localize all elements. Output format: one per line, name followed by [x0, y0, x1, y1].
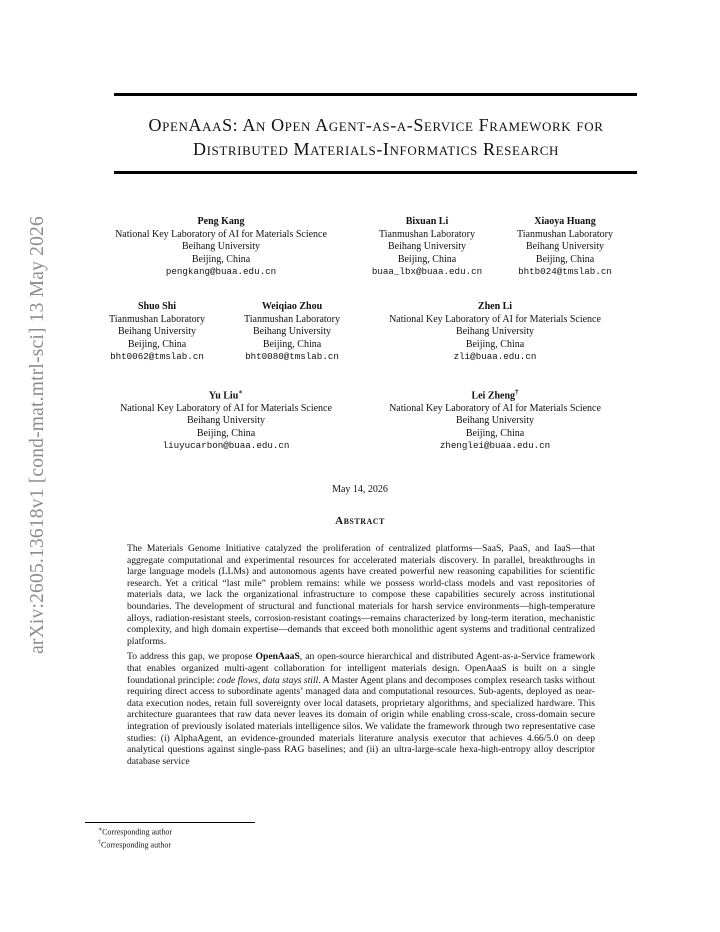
author-location: Beijing, China	[191, 253, 251, 265]
author-block	[366, 301, 624, 364]
author-block	[500, 216, 630, 279]
framework-name: OpenAaaS	[255, 651, 300, 663]
title-top-rule	[114, 93, 637, 96]
author-name: Bixuan Li	[405, 216, 449, 227]
author-name: Yu Liu	[208, 390, 239, 402]
abstract-text: , an open-source hierarchical and distributed Agent-as-a-Service framework that enables organized multi-agent collaboration for intelligent materials design. OpenAaaS is built on a single foundational principle:	[127, 651, 595, 686]
abstract-text: . A Master Agent plans and decomposes complex research tasks without requiring direct access to subordinate agents’ managed data and computational resources. Sub-agents, deployed as near-data execution nodes, retain full sovereignty over local datasets, proprietary algorithms, and specialized hardware. This architecture guarantees that raw data never leaves its domain of origin while enabling cross-scale, cross-domain secure integration of previously isolated materials intelligence silos. We validate the framework through two representative case studies: (i) AlphaAgent, an evidence-grounded materials literature analysis executor that achieves 4.66/5.0 on deep analytical questions against single-pass RAG baselines; and (ii) an ultra-large-scale hexa-high-entropy alloy descriptor database service	[127, 674, 595, 767]
paper-title	[100, 113, 652, 161]
author-block	[97, 386, 355, 453]
author-affiliation: Tianmushan Laboratory	[516, 228, 613, 240]
author-affiliation: National Key Laboratory of AI for Materials Science	[389, 313, 601, 325]
author-location: Beijing, China	[262, 338, 322, 350]
title-line-2: Distributed Materials-Informatics Research	[193, 139, 559, 159]
author-location: Beijing, China	[535, 253, 595, 265]
author-university: Beihang University	[387, 241, 467, 252]
author-email[interactable]: liuyucarbon@buaa.edu.cn	[162, 440, 290, 452]
author-location: Beijing, China	[397, 253, 457, 265]
footnote-mark: ∗	[98, 827, 103, 833]
author-email[interactable]: zli@buaa.edu.cn	[453, 351, 537, 362]
author-email[interactable]: pengkang@buaa.edu.cn	[165, 266, 277, 277]
author-location: Beijing, China	[465, 338, 525, 350]
title-line-1: OpenAaaS: An Open Agent-as-a-Service Framework for	[148, 115, 604, 135]
author-name: Xiaoya Huang	[534, 216, 596, 227]
corresponding-mark: ∗	[238, 388, 244, 396]
footnotes	[98, 825, 172, 850]
author-email[interactable]: zhenglei@buaa.edu.cn	[439, 440, 551, 452]
abstract-paragraph-2	[127, 651, 595, 767]
author-email[interactable]: buaa_lbx@buaa.edu.cn	[371, 266, 483, 277]
footnote	[98, 838, 172, 851]
author-name-line	[366, 386, 624, 403]
author-affiliation: Tianmushan Laboratory	[108, 313, 205, 325]
footnote-text: Corresponding author	[101, 840, 171, 850]
footnote-text: Corresponding author	[102, 827, 173, 837]
title-bottom-rule	[114, 171, 637, 174]
author-university: Beihang University	[252, 326, 332, 337]
author-affiliation: Tianmushan Laboratory	[378, 228, 475, 240]
author-university: Beihang University	[117, 326, 197, 337]
author-name: Weiqiao Zhou	[261, 301, 323, 312]
footnote-rule	[85, 822, 255, 823]
principle-phrase: code flows, data stays still	[217, 674, 319, 686]
author-affiliation: National Key Laboratory of AI for Materials Science	[120, 402, 332, 414]
author-name: Lei Zheng	[471, 390, 516, 402]
author-email[interactable]: bht0062@tmslab.cn	[110, 351, 204, 362]
author-location: Beijing, China	[465, 427, 525, 439]
arxiv-stamp-text: arXiv:2605.13618v1 [cond-mat.mtrl-sci] 13 May 2026	[27, 216, 48, 654]
author-block	[230, 301, 354, 364]
author-affiliation: National Key Laboratory of AI for Materials Science	[389, 402, 601, 414]
author-email[interactable]: bht0080@tmslab.cn	[245, 351, 339, 362]
publication-date: May 14, 2026	[332, 484, 388, 495]
author-location: Beijing, China	[127, 338, 187, 350]
author-university: Beihang University	[181, 241, 261, 252]
abstract-heading: Abstract	[335, 515, 385, 527]
author-location: Beijing, China	[196, 427, 256, 439]
abstract-text: To address this gap, we propose	[127, 651, 256, 663]
author-affiliation: Tianmushan Laboratory	[243, 313, 340, 325]
author-name: Peng Kang	[197, 216, 245, 227]
footnote-mark: †	[98, 839, 101, 846]
footnote	[98, 825, 172, 838]
author-block	[366, 386, 624, 453]
abstract-paragraph-1: The Materials Genome Initiative catalyzed the proliferation of centralized platforms—SaaS, PaaS, and IaaS—that aggregate computational and experimental resources for accelerated materials discovery. In parallel, breakthroughs in large language models (LLMs) and autonomous agents have created powerful new reasoning capabilities for scientific research. Yet a critical “last mile” problem remains: while we possess world-class models and vast repositories of materials data, we lack the organizational infrastructure to compose these capabilities securely across institutional boundaries. The development of structural and functional materials for harsh service environments—high-temperature alloys, radiation-resistant steels, corrosion-resistant coatings—remains characterized by long-term iteration, mechanistic complexity, and high domain expertise—demands that exceed both monolithic agent systems and traditional centralized platforms.	[127, 543, 595, 647]
abstract-body	[127, 543, 595, 767]
author-university: Beihang University	[455, 415, 535, 427]
author-block	[97, 216, 345, 279]
author-block	[360, 216, 494, 279]
author-university: Beihang University	[186, 415, 266, 427]
author-affiliation: National Key Laboratory of AI for Materials Science	[115, 228, 327, 240]
corresponding-mark: †	[515, 388, 519, 396]
author-block	[97, 301, 217, 364]
author-university: Beihang University	[455, 326, 535, 337]
author-university: Beihang University	[525, 241, 605, 252]
author-name: Zhen Li	[477, 301, 513, 312]
author-email[interactable]: bhtb024@tmslab.cn	[518, 266, 612, 277]
author-name-line	[97, 386, 355, 403]
author-name: Shuo Shi	[137, 301, 177, 312]
